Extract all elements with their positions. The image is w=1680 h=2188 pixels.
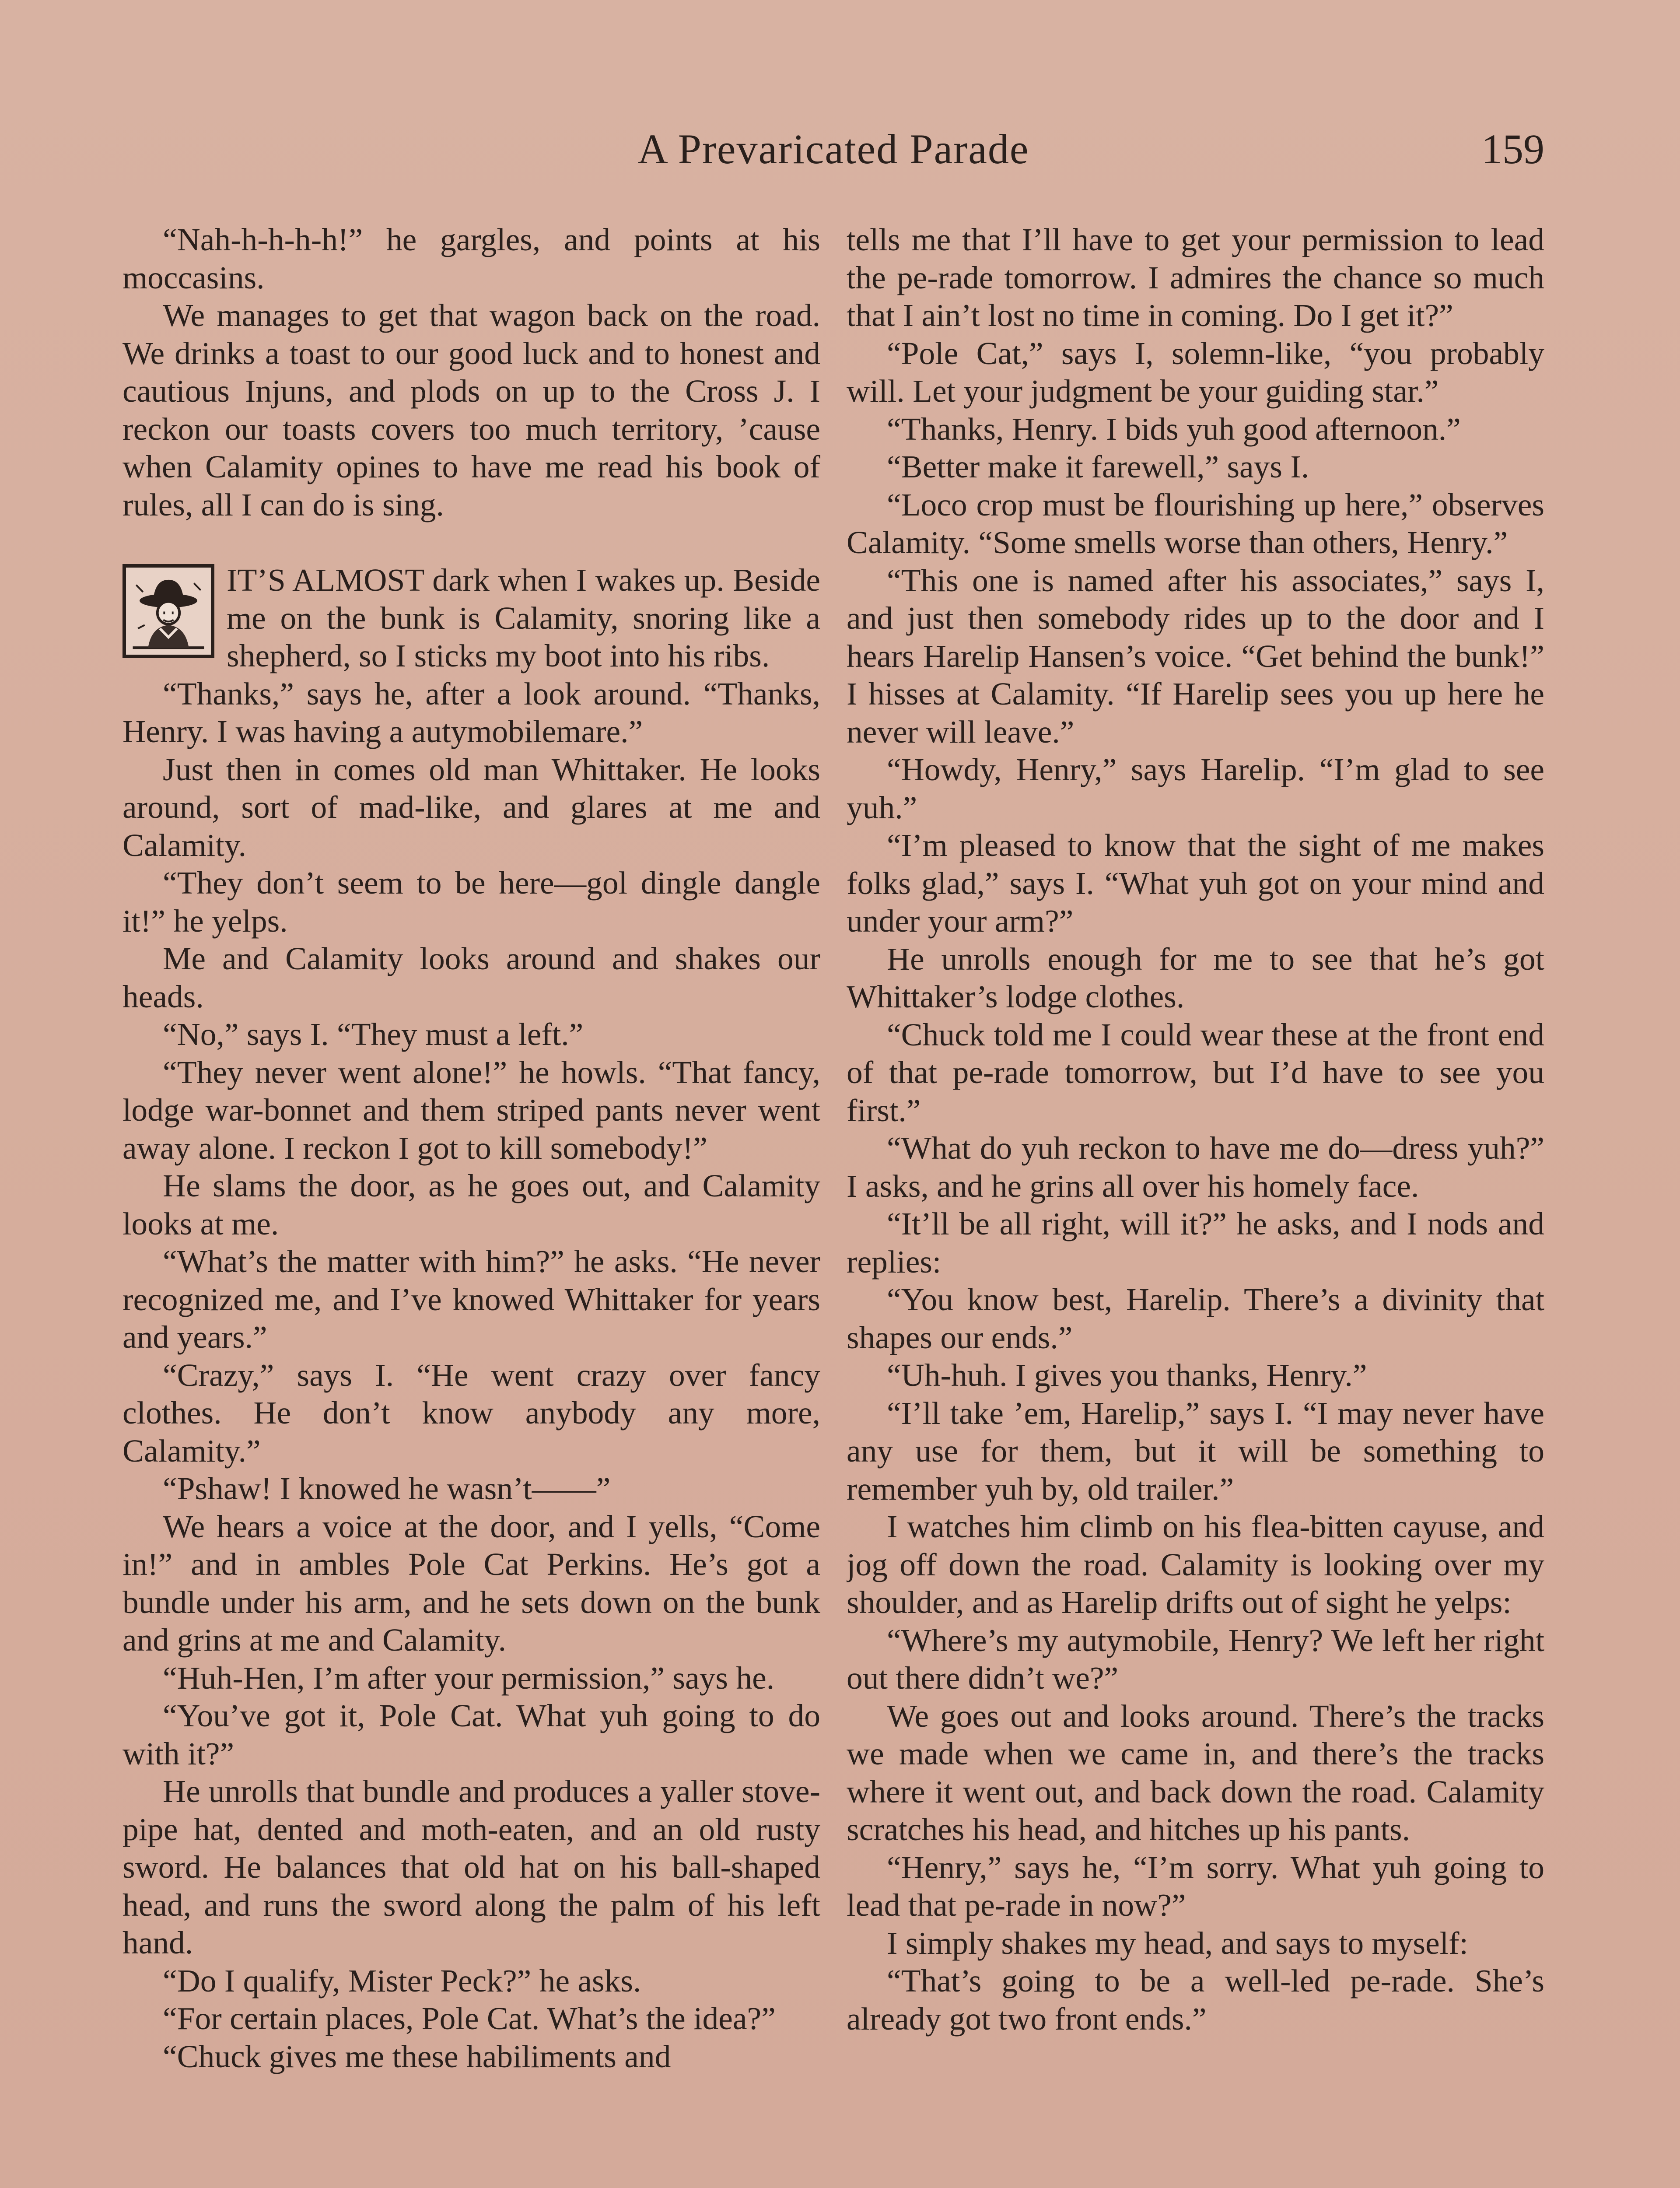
paragraph: “They don’t seem to be here—gol dingle dangle it!” he yelps. — [122, 865, 820, 939]
paragraph: He unrolls enough for me to see that he’s got Whittaker’s lodge clothes. — [847, 941, 1544, 1014]
paragraph: He slams the door, as he goes out, and Calamity looks at me. — [122, 1168, 820, 1241]
page-header — [122, 125, 1544, 182]
paragraph: “Nah-h-h-h-h!” he gargles, and points at his moccasins. — [122, 222, 820, 295]
paragraph: “You know best, Harelip. There’s a divinity that shapes our ends.” — [847, 1282, 1544, 1355]
paragraph: He unrolls that bundle and produces a yaller stove-pipe hat, dented and moth-eaten, and an old rusty sword. He balances that old hat on his ball-shaped head, and runs the sword along the palm of his left hand. — [122, 1774, 820, 1960]
paragraph: “You’ve got it, Pole Cat. What yuh going to do with it?” — [122, 1698, 820, 1771]
paragraph-text: IT’S ALMOST dark when I wakes up. Beside me on the bunk is Calamity, snoring like a shepherd, so I sticks my boot into his ribs. — [227, 562, 820, 673]
paragraph: “Thanks,” says he, after a look around. “Thanks, Henry. I was having a autymobilemare.” — [122, 676, 820, 749]
paragraph: “Henry,” says he, “I’m sorry. What yuh going to lead that pe-rade in now?” — [847, 1849, 1544, 1923]
paragraph: “Chuck gives me these habiliments and — [163, 2038, 671, 2074]
paragraph: “For certain places, Pole Cat. What’s the idea?” — [163, 2001, 776, 2036]
text-columns — [122, 221, 1544, 2188]
paragraph: I watches him climb on his flea-bitten cayuse, and jog off down the road. Calamity is looking over my shoulder, and as Harelip drifts out of sight he yelps: — [847, 1509, 1544, 1620]
paragraph: “I’ll take ’em, Harelip,” says I. “I may never have any use for them, but it will be something to remember yuh by, old trailer.” — [847, 1395, 1544, 1507]
running-title: A Prevaricated Parade — [637, 126, 1029, 172]
paragraph: “They never went alone!” he howls. “That fancy, lodge war-bonnet and them striped pants never went away alone. I reckon I got to kill somebody!” — [122, 1054, 820, 1166]
paragraph: “That’s going to be a well-led pe-rade. She’s already got two front ends.” — [847, 1963, 1544, 2037]
paragraph: “What’s the matter with him?” he asks. “He never recognized me, and I’ve knowed Whittaker for years and years.” — [122, 1244, 820, 1355]
paragraph: We manages to get that wagon back on the road. We drinks a toast to our good luck and to honest and cautious Injuns, and plods on up to the Cross J. I reckon our toasts covers too much territory, ’cause when Calamity opines to have me read his book of rules, all I can do is sing. — [122, 298, 820, 522]
right-column — [847, 221, 1544, 2188]
paragraph: “This one is named after his associates,” says I, and just then somebody rides up to the door and I hears Harelip Hansen’s voice. “Get behind the bunk!” I hisses at Calamity. “If Harelip sees you up here he never will leave.” — [847, 562, 1544, 750]
paragraph: We hears a voice at the door, and I yells, “Come in!” and in ambles Pole Cat Perkins. He’s got a bundle under his arm, and he sets down on the bunk and grins at me and Calamity. — [122, 1508, 820, 1658]
left-column — [122, 221, 820, 2188]
paragraph: “Thanks, Henry. I bids yuh good afternoon.” — [887, 411, 1461, 447]
paragraph: “Loco crop must be flourishing up here,” observes Calamity. “Some smells worse than others, Henry.” — [847, 487, 1544, 560]
paragraph: “It’ll be all right, will it?” he asks, and I nods and replies: — [847, 1206, 1544, 1280]
paragraph: “Crazy,” says I. “He went crazy over fancy clothes. He don’t know anybody any more, Calamity.” — [122, 1357, 820, 1469]
paragraph: We goes out and looks around. There’s the tracks we made when we came in, and there’s the tracks where it went out, and back down the road. Calamity scratches his head, and hitches up his pants. — [847, 1698, 1544, 1847]
paragraph: tells me that I’ll have to get your permission to lead the pe-rade tomorrow. I admires the chance so much that I ain’t lost no time in coming. Do I get it?” — [847, 222, 1544, 333]
page-number: 159 — [1481, 126, 1544, 172]
paragraph: “Pole Cat,” says I, solemn-like, “you probably will. Let your judgment be your guiding star.” — [847, 335, 1544, 409]
section-opening-paragraph — [122, 561, 820, 675]
paragraph: I simply shakes my head, and says to myself: — [887, 1925, 1468, 1961]
paragraph: Just then in comes old man Whittaker. He looks around, sort of mad-like, and glares at me and Calamity. — [122, 751, 820, 863]
paragraph: “Better make it farewell,” says I. — [887, 449, 1309, 484]
paragraph: Me and Calamity looks around and shakes our heads. — [122, 941, 820, 1014]
cowboy-vignette-icon — [122, 564, 214, 658]
paragraph: “Do I qualify, Mister Peck?” he asks. — [163, 1963, 641, 1999]
paragraph: “Uh-huh. I gives you thanks, Henry.” — [887, 1357, 1367, 1393]
paragraph: “Huh-Hen, I’m after your permission,” says he. — [163, 1660, 775, 1696]
paragraph: “What do yuh reckon to have me do—dress yuh?” I asks, and he grins all over his homely face. — [847, 1130, 1544, 1204]
paragraph: “Chuck told me I could wear these at the front end of that pe-rade tomorrow, but I’d have to see you first.” — [847, 1017, 1544, 1128]
paragraph: “No,” says I. “They must a left.” — [163, 1017, 584, 1052]
paragraph: “Howdy, Henry,” says Harelip. “I’m glad to see yuh.” — [847, 752, 1544, 825]
paragraph: “Pshaw! I knowed he wasn’t——” — [163, 1471, 611, 1506]
paragraph: “Where’s my autymobile, Henry? We left her right out there didn’t we?” — [847, 1622, 1544, 1696]
paragraph: “I’m pleased to know that the sight of me makes folks glad,” says I. “What yuh got on your mind and under your arm?” — [847, 828, 1544, 939]
